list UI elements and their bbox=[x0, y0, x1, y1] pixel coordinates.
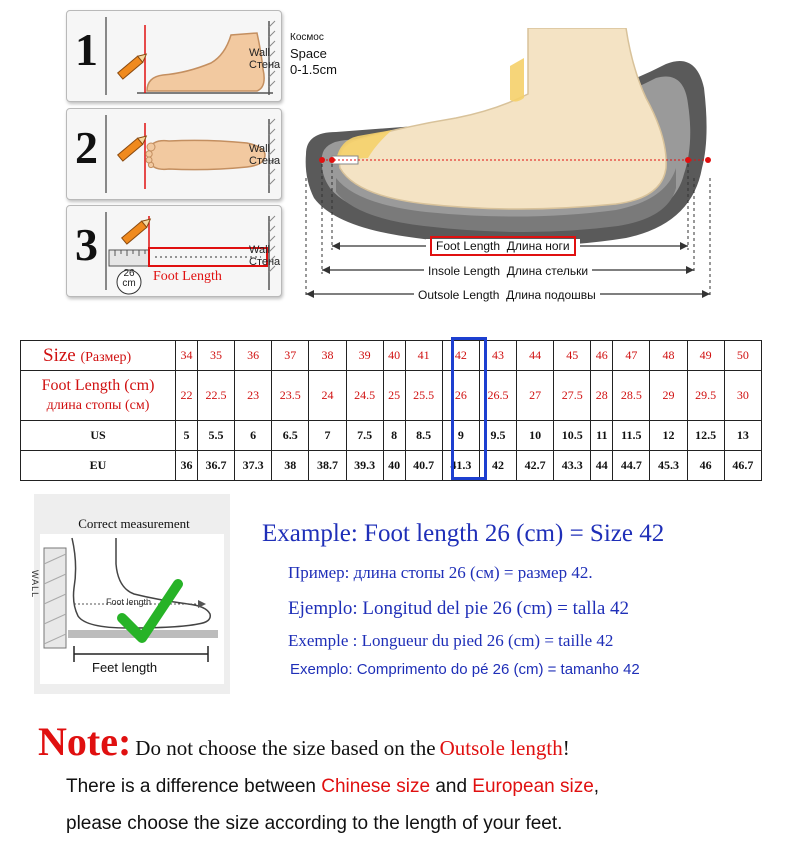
us-size-cell: 13 bbox=[724, 421, 761, 451]
foot-length-cell: 24 bbox=[309, 371, 346, 421]
eu-size-cell: 38 bbox=[272, 451, 309, 481]
table-row-size bbox=[21, 341, 762, 371]
us-size-cell: 9.5 bbox=[479, 421, 516, 451]
us-size-cell: 6.5 bbox=[272, 421, 309, 451]
foot-length-cell: 26.5 bbox=[479, 371, 516, 421]
step-panel-1 bbox=[66, 10, 282, 102]
outsole-length-dimension: Outsole Length Длина подошвы bbox=[414, 288, 600, 302]
step-number: 2 bbox=[75, 122, 98, 173]
size-cell: 46 bbox=[591, 341, 613, 371]
size-cell: 37 bbox=[272, 341, 309, 371]
space-label: Космос Space 0-1.5cm bbox=[290, 32, 337, 77]
size-cell: 35 bbox=[197, 341, 234, 371]
size-cell: 34 bbox=[176, 341, 198, 371]
us-size-cell: 6 bbox=[235, 421, 272, 451]
size-cell: 42 bbox=[442, 341, 479, 371]
size-cell: 47 bbox=[613, 341, 650, 371]
eu-size-cell: 44.7 bbox=[613, 451, 650, 481]
us-size-cell: 8 bbox=[383, 421, 405, 451]
size-cell: 39 bbox=[346, 341, 383, 371]
feet-length-label: Feet length bbox=[92, 660, 158, 675]
eu-size-cell: 43.3 bbox=[554, 451, 591, 481]
us-size-cell: 5.5 bbox=[197, 421, 234, 451]
foot-length-cell: 29.5 bbox=[687, 371, 724, 421]
foot-length-cell: 23.5 bbox=[272, 371, 309, 421]
size-cell: 44 bbox=[517, 341, 554, 371]
eu-size-cell: 39.3 bbox=[346, 451, 383, 481]
example-russian: Пример: длина стопы 26 (см) = размер 42. bbox=[288, 563, 593, 582]
us-size-cell: 9 bbox=[442, 421, 479, 451]
size-cell: 43 bbox=[479, 341, 516, 371]
correct-measurement-title: Correct measurement bbox=[78, 516, 190, 531]
eu-size-cell: 38.7 bbox=[309, 451, 346, 481]
us-header: US bbox=[21, 421, 176, 451]
foot-length-cell: 24.5 bbox=[346, 371, 383, 421]
foot-length-label: Foot Length bbox=[153, 269, 222, 284]
eu-size-cell: 40.7 bbox=[405, 451, 442, 481]
step-panel-3 bbox=[66, 205, 282, 297]
size-cell: 36 bbox=[235, 341, 272, 371]
foot-length-cell: 25.5 bbox=[405, 371, 442, 421]
foot-length-cell: 29 bbox=[650, 371, 687, 421]
size-cell: 45 bbox=[554, 341, 591, 371]
foot-length-cell: 25 bbox=[383, 371, 405, 421]
eu-size-cell: 37.3 bbox=[235, 451, 272, 481]
foot-length-cell: 22 bbox=[176, 371, 198, 421]
size-cell: 41 bbox=[405, 341, 442, 371]
eu-size-cell: 40 bbox=[383, 451, 405, 481]
foot-length-cell: 27 bbox=[517, 371, 554, 421]
us-size-cell: 8.5 bbox=[405, 421, 442, 451]
eu-size-cell: 44 bbox=[591, 451, 613, 481]
eu-size-cell: 46 bbox=[687, 451, 724, 481]
eu-size-cell: 36 bbox=[176, 451, 198, 481]
step-number: 3 bbox=[75, 219, 98, 270]
insole-length-dimension: Insole Length Длина стельки bbox=[424, 264, 592, 278]
wall-label: WALL bbox=[30, 570, 40, 599]
foot-length-cell: 26 bbox=[442, 371, 479, 421]
step-number: 1 bbox=[75, 24, 98, 75]
foot-length-cell: 23 bbox=[235, 371, 272, 421]
example-french: Exemple : Longueur du pied 26 (cm) = taille 42 bbox=[288, 631, 614, 650]
eu-size-cell: 42.7 bbox=[517, 451, 554, 481]
size-cell: 49 bbox=[687, 341, 724, 371]
foot-length-header: Foot Length (cm) длина стопы (см) bbox=[21, 371, 176, 421]
eu-size-cell: 42 bbox=[479, 451, 516, 481]
wall-label: Wall Стена bbox=[249, 244, 281, 268]
table-row-foot-length bbox=[21, 371, 762, 421]
us-size-cell: 10 bbox=[517, 421, 554, 451]
example-portuguese: Exemplo: Comprimento do pé 26 (cm) = tamanho 42 bbox=[290, 661, 640, 678]
size-header: Size (Размер) bbox=[21, 341, 176, 371]
us-size-cell: 5 bbox=[176, 421, 198, 451]
foot-length-dimension: Foot Length Длина ноги bbox=[426, 239, 580, 253]
note-line: Note: Do not choose the size based on the Outsole length! bbox=[38, 719, 570, 764]
example-english: Example: Foot length 26 (cm) = Size 42 bbox=[262, 520, 665, 547]
us-size-cell: 10.5 bbox=[554, 421, 591, 451]
us-size-cell: 7.5 bbox=[346, 421, 383, 451]
table-row-us bbox=[21, 421, 762, 451]
us-size-cell: 11 bbox=[591, 421, 613, 451]
foot-length-cell: 28.5 bbox=[613, 371, 650, 421]
step-panel-2 bbox=[66, 108, 282, 200]
size-difference-line: There is a difference between Chinese size and European size, bbox=[66, 776, 600, 797]
foot-length-label: Foot length bbox=[106, 597, 152, 607]
size-chart-table bbox=[20, 340, 762, 481]
eu-size-cell: 45.3 bbox=[650, 451, 687, 481]
eu-size-cell: 46.7 bbox=[724, 451, 761, 481]
us-size-cell: 7 bbox=[309, 421, 346, 451]
size-cell: 48 bbox=[650, 341, 687, 371]
wall-label: Wall Стена bbox=[249, 143, 281, 167]
size-cell: 40 bbox=[383, 341, 405, 371]
table-row-eu bbox=[21, 451, 762, 481]
correct-measurement-box bbox=[30, 494, 230, 694]
us-size-cell: 11.5 bbox=[613, 421, 650, 451]
foot-length-cell: 28 bbox=[591, 371, 613, 421]
foot-length-cell: 27.5 bbox=[554, 371, 591, 421]
size-cell: 38 bbox=[309, 341, 346, 371]
eu-size-cell: 36.7 bbox=[197, 451, 234, 481]
foot-length-cell: 22.5 bbox=[197, 371, 234, 421]
note-title: Note: bbox=[38, 719, 132, 764]
ruler-badge: 26 cm bbox=[122, 268, 136, 289]
size-cell: 50 bbox=[724, 341, 761, 371]
us-size-cell: 12 bbox=[650, 421, 687, 451]
size-advice-line: please choose the size according to the length of your feet. bbox=[66, 813, 563, 834]
foot-length-cell: 30 bbox=[724, 371, 761, 421]
example-spanish: Ejemplo: Longitud del pie 26 (cm) = talla 42 bbox=[288, 598, 630, 619]
eu-size-cell: 41.3 bbox=[442, 451, 479, 481]
wall-label: Wall Стена bbox=[249, 47, 281, 71]
eu-header: EU bbox=[21, 451, 176, 481]
us-size-cell: 12.5 bbox=[687, 421, 724, 451]
